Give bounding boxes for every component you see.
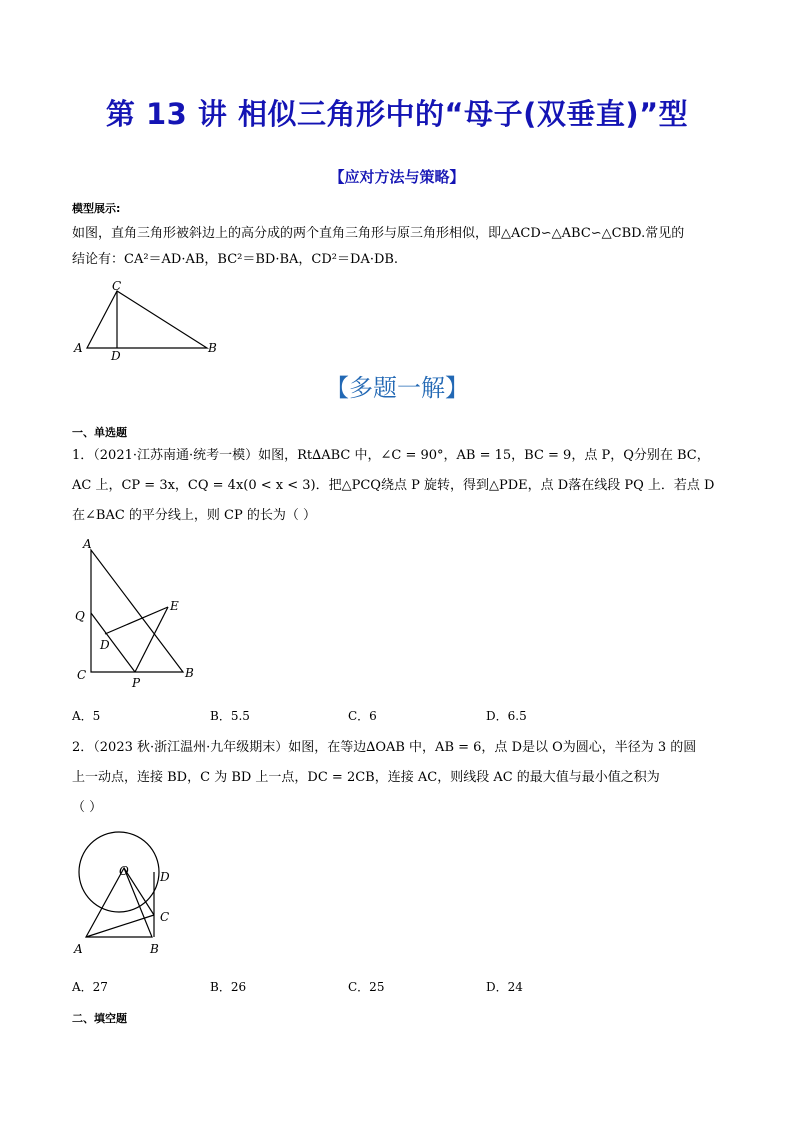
q2-line-3: （ ） bbox=[72, 800, 103, 815]
q1-option-a: A．5 bbox=[72, 709, 101, 723]
triangle-abc bbox=[87, 291, 207, 348]
segment-qp bbox=[91, 613, 135, 672]
label-b: B bbox=[150, 942, 159, 956]
q1-option-d: D．6.5 bbox=[486, 709, 527, 723]
label-e: E bbox=[170, 599, 179, 613]
q1-option-b: B．5.5 bbox=[210, 709, 250, 723]
q2-line-2: 上一动点，连接 BD，C 为 BD 上一点，DC = 2CB，连接 AC，则线段 AC 的最大值与最小值之积为 bbox=[72, 770, 660, 785]
model-figure bbox=[70, 280, 230, 365]
label-c: C bbox=[77, 668, 87, 682]
label-a: A bbox=[83, 537, 92, 551]
label-a: A bbox=[74, 341, 83, 355]
model-text-line-1: 如图，直角三角形被斜边上的高分成的两个直角三角形与原三角形相似，即△ACD∽△ABC∽△CBD.常见的 bbox=[72, 226, 685, 241]
q2-option-c: C．25 bbox=[348, 980, 385, 994]
page-title: 第 13 讲 相似三角形中的“母子(双垂直)”型 bbox=[105, 97, 689, 131]
label-d: D bbox=[100, 638, 110, 652]
q1-line-3: 在∠BAC 的平分线上，则 CP 的长为（ ） bbox=[72, 508, 317, 523]
q1-line-1: 1．（2021·江苏南通·统考一模）如图，Rt∆ABC 中，∠C = 90°，AB = 15，BC = 9，点 P，Q分别在 BC， bbox=[72, 448, 710, 463]
q2-option-d: D．24 bbox=[486, 980, 523, 994]
label-o: O bbox=[119, 864, 129, 878]
model-label: 模型展示: bbox=[72, 202, 121, 215]
label-q: Q bbox=[75, 609, 85, 623]
q1-line-2: AC 上，CP = 3x，CQ = 4x(0 < x < 3)．把△PCQ绕点 P 旋转，得到△PDE，点 D落在线段 PQ 上．若点 D bbox=[72, 478, 715, 493]
q1-option-c: C．6 bbox=[348, 709, 377, 723]
label-a: A bbox=[74, 942, 83, 956]
label-b: B bbox=[185, 666, 194, 680]
label-c: C bbox=[112, 279, 122, 293]
q2-figure bbox=[70, 825, 190, 965]
label-b: B bbox=[208, 341, 217, 355]
strategy-heading: 【应对方法与策略】 bbox=[329, 168, 465, 186]
q1-figure bbox=[70, 535, 210, 690]
part2-heading: 二、填空题 bbox=[72, 1012, 127, 1025]
q2-option-b: B．26 bbox=[210, 980, 247, 994]
section-title: 【多题一解】 bbox=[325, 374, 469, 402]
segment-ep bbox=[135, 607, 168, 672]
label-c: C bbox=[160, 910, 170, 924]
label-d: D bbox=[160, 870, 170, 884]
model-text-line-2: 结论有：CA²＝AD·AB，BC²＝BD·BA，CD²＝DA·DB. bbox=[72, 252, 399, 267]
label-p: P bbox=[132, 676, 141, 690]
part1-heading: 一、单选题 bbox=[72, 426, 127, 439]
label-d: D bbox=[111, 349, 121, 363]
q2-line-1: 2．（2023 秋·浙江温州·九年级期末）如图，在等边∆OAB 中，AB = 6，点 D是以 O为圆心，半径为 3 的圆 bbox=[72, 740, 697, 755]
q2-option-a: A．27 bbox=[72, 980, 108, 994]
